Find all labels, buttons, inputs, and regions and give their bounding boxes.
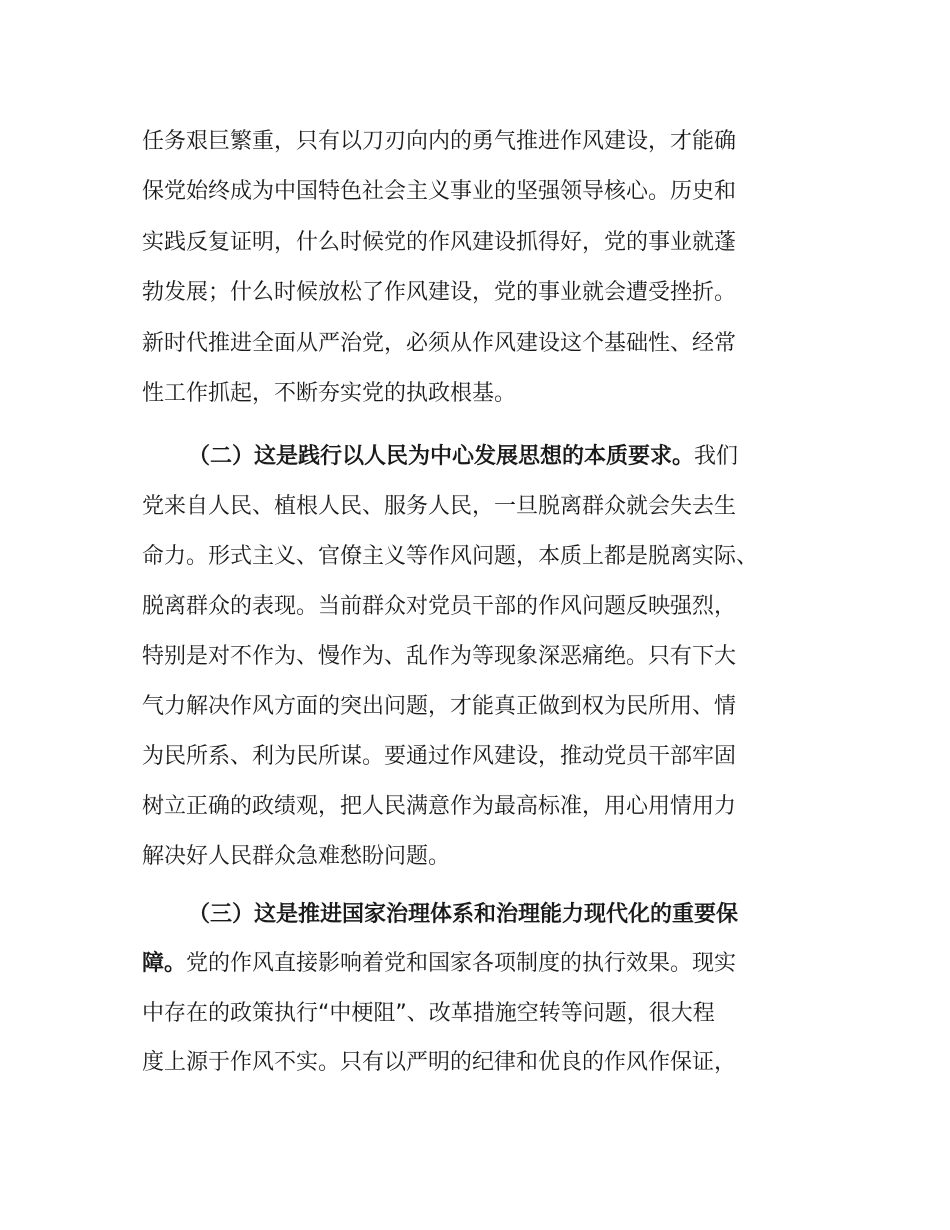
body-text: 气力解决作风方面的突出问题，才能真正做到权为民所用、情: [142, 694, 737, 719]
text-line: [142, 1049, 736, 1077]
text-line: [142, 178, 736, 206]
text-line: [142, 843, 450, 871]
text-line: [188, 901, 738, 929]
text-line: [142, 128, 736, 156]
text-line: [142, 380, 516, 408]
text-line: [142, 950, 736, 978]
bold-heading-text: （三）这是推进国家治理体系和治理能力现代化的重要保: [188, 902, 739, 927]
bold-heading-text: （二）这是践行以人民为中心发展思想的本质要求。: [188, 444, 695, 469]
body-text: 党来自人民、植根人民、服务人民，一旦脱离群众就会失去生: [142, 494, 737, 519]
text-line: [142, 693, 736, 721]
text-line: [142, 743, 736, 771]
body-text: 性工作抓起，不断夯实党的执政根基。: [142, 381, 517, 406]
text-line: [142, 543, 758, 571]
body-text: 任务艰巨繁重，只有以刀刃向内的勇气推进作风建设，才能确: [142, 129, 737, 154]
text-line: [142, 1000, 715, 1028]
body-text: 党的作风直接影响着党和国家各项制度的执行效果。现实: [186, 951, 737, 977]
body-text: 解决好人民群众急难愁盼问题。: [142, 844, 451, 869]
body-text: 脱离群众的表现。当前群众对党员干部的作风问题反映强烈，: [142, 594, 737, 619]
body-text: 特别是对不作为、慢作为、乱作为等现象深恶痛绝。只有下大: [142, 644, 737, 669]
body-text: 树立正确的政绩观，把人民满意作为最高标准，用心用情用力: [142, 794, 737, 819]
text-line: [142, 643, 736, 671]
body-text: 新时代推进全面从严治党，必须从作风建设这个基础性、经常: [142, 330, 737, 356]
body-text: 实践反复证明，什么时候党的作风建设抓得好，党的事业就蓬: [142, 229, 737, 255]
text-line: [142, 229, 736, 257]
body-text: 度上源于作风不实。只有以严明的纪律和优良的作风作保证，: [142, 1049, 737, 1075]
text-line: [142, 793, 736, 821]
body-text: 我们: [694, 444, 739, 469]
body-text: 中存在的政策执行“中梗阻”、改革措施空转等问题，很大程: [142, 1000, 715, 1026]
text-line: [142, 330, 736, 358]
body-text: 命力。形式主义、官僚主义等作风问题，本质上都是脱离实际、: [142, 544, 759, 569]
text-line: [142, 493, 736, 521]
body-text: 保党始终成为中国特色社会主义事业的坚强领导核心。历史和: [142, 179, 737, 205]
body-text: 勃发展；什么时候放松了作风建设，党的事业就会遭受挫折。: [142, 280, 737, 306]
text-line: [142, 279, 736, 307]
bold-heading-text: 障。: [142, 951, 187, 977]
body-text: 为民所系、利为民所谋。要通过作风建设，推动党员干部牢固: [142, 744, 737, 769]
text-line: [142, 593, 736, 621]
text-line: [188, 443, 738, 471]
